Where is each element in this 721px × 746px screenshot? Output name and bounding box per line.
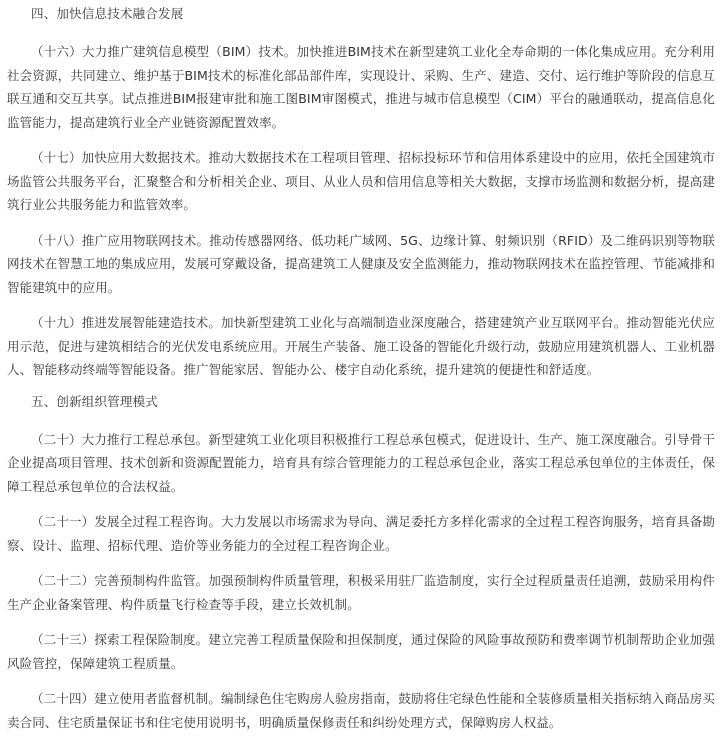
paragraph-17: （十七）加快应用大数据技术。推动大数据技术在工程项目管理、招标投标环节和信用体系建设中的应用，依托全国建筑市场监管公共服务平台，汇聚整合和分析相关企业、项目、从业人员和信用信息等相关大数据，支撑市场监测和数据分析，提高建筑行业公共服务能力和监管效率。 (7, 150, 715, 212)
paragraph-18: （十八）推广应用物联网技术。推动传感器网络、低功耗广域网、5G、边缘计算、射频识别（RFID）及二维码识别等物联网技术在智慧工地的集成应用，发展可穿戴设备，提高建筑工人健康及安全监测能力，推动物联网技术在监控管理、节能减排和智能建筑中的应用。 (7, 232, 715, 295)
document-body (7, 6, 715, 746)
paragraph-16: （十六）大力推广建筑信息模型（BIM）技术。加快推进BIM技术在新型建筑工业化全寿命期的一体化集成应用。充分利用社会资源，共同建立、维护基于BIM技术的标准化部品部件库，实现设计、采购、生产、建造、交付、运行维护等阶段的信息互联互通和交互共享。试点推进BIM报建审批和施工图BIM审图模式，推进与城市信息模型（CIM）平台的融通联动，提高信息化监管能力，提高建筑行业全产业链资源配置效率。 (7, 44, 715, 130)
paragraph-20: （二十）大力推行工程总承包。新型建筑工业化项目积极推行工程总承包模式，促进设计、生产、施工深度融合。引导骨干企业提高项目管理、技术创新和资源配置能力，培育具有综合管理能力的工程总承包企业，落实工程总承包单位的主体责任，保障工程总承包单位的合法权益。 (7, 431, 715, 494)
section-heading-5: 五、创新组织管理模式 (31, 393, 159, 409)
paragraph-19: （十九）推进发展智能建造技术。加快新型建筑工业化与高端制造业深度融合，搭建建筑产业互联网平台。推动智能光伏应用示范，促进与建筑相结合的光伏发电系统应用。开展生产装备、施工设备的智能化升级行动，鼓励应用建筑机器人、工业机器人、智能移动终端等智能设备。推广智能家居、智能办公、楼宇自动化系统，提升建筑的便捷性和舒适度。 (7, 315, 715, 377)
paragraph-21: （二十一）发展全过程工程咨询。大力发展以市场需求为导向、满足委托方多样化需求的全过程工程咨询服务，培育具备勘察、设计、监理、招标代理、造价等业务能力的全过程工程咨询企业。 (7, 514, 715, 553)
paragraph-24: （二十四）建立使用者监督机制。编制绿色住宅购房人验房指南，鼓励将住宅绿色性能和全装修质量相关指标纳入商品房买卖合同、住宅质量保证书和住宅使用说明书，明确质量保修责任和纠纷处理方式，保障购房人权益。 (7, 691, 715, 730)
paragraph-23: （二十三）探索工程保险制度。建立完善工程质量保险和担保制度，通过保险的风险事故预防和费率调节机制帮助企业加强风险管控，保障建筑工程质量。 (7, 632, 715, 671)
paragraph-22: （二十二）完善预制构件监管。加强预制构件质量管理，积极采用驻厂监造制度，实行全过程质量责任追溯，鼓励采用构件生产企业备案管理、构件质量飞行检查等手段，建立长效机制。 (7, 573, 715, 612)
section-heading-4: 四、加快信息技术融合发展 (31, 6, 184, 21)
